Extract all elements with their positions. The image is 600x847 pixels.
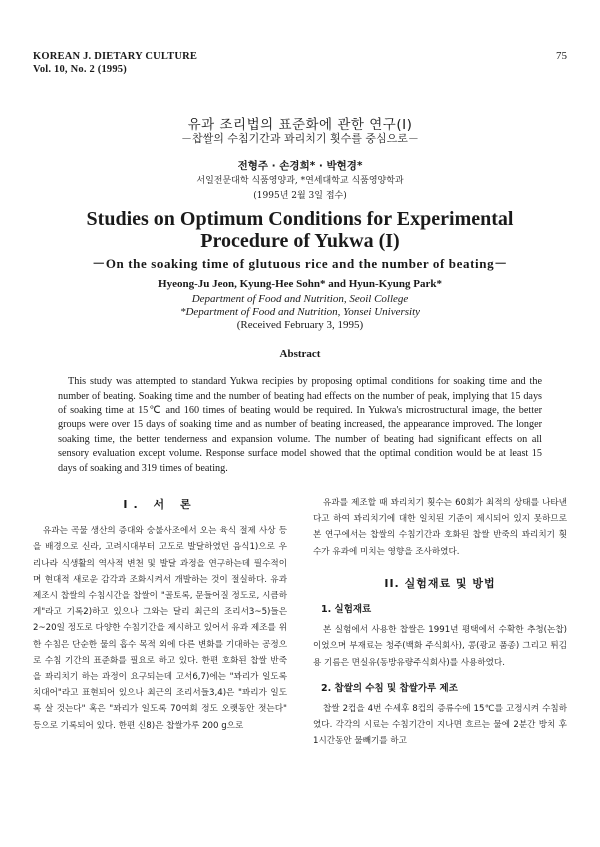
korean-subtitle: －찹쌀의 수침기간과 꽈리치기 횟수를 중심으로－ <box>181 132 419 145</box>
abstract-heading: Abstract <box>279 348 321 360</box>
english-authors: Hyeong-Ju Jeon, Kyung-Hee Sohn* and Hyun-Kyung Park* <box>158 278 442 290</box>
soaking-paragraph: 찹쌀 2컵을 4번 수세후 8컵의 증류수에 15℃를 고정시켜 수침하였다. 각각의 시료는 수침기간이 지나면 흐르는 물에 2분간 방치 후 1시간동안 물빼기를 하고 <box>313 704 567 747</box>
english-dept-yonsei: *Department of Food and Nutrition, Yonsei University <box>179 306 421 318</box>
english-title-line1: Studies on Optimum Conditions for Experimental <box>86 208 514 230</box>
intro-paragraph: 유과는 곡물 생산의 증대와 숭불사조에서 오는 육식 절제 사상 등을 배경으로 신라, 고려시대부터 고도로 발달하였던 음식1)으로 우리나라 식생활의 역사적 변천 및 발달 과정을 연구하는데 필수적이며 현대적 새로운 감각과 조화시켜서 개발하는 것이 절실하다. 유과 제조시 찹쌀의 수침시간을 찹쌀이 "골토록, 문들어질 정도로, 시큼하게"라고 기록2)하고 있으나 그와는 달리 최근의 조리서3~5)들은 2~20일 정도로 다양한 수침기간을 제시하고 있어서 유과 제조를 위한 수침은 단순한 물의 흡수 목적 외에 다른 변화를 기대하는 공정으로 수침 기간의 표준화를 필요로 하고 있다. 한편 호화된 찹쌀 반죽을 꽈리치기 하는 과정이 요구되는데 고서6,7)에는 "꽈리가 일도록 치대어"라고 표현되어 있으나 최근의 조리서들3,4)은 "꽈리가 일도록 살 것는다" 혹은 "꽈리가 일도록 70여회 정도 오랫동안 젓는다" 등으로 기록되어 있다. 한편 신8)은 찹쌀가루 200 g으로 <box>33 526 287 731</box>
soaking-subheading: 2. 찹쌀의 수침 및 찹쌀가루 제조 <box>321 682 458 694</box>
abstract-text: This study was attempted to standard Yukwa recipies by proposing optimal conditions for soaking time and the number of beating. Soaking time and the number of beating had effects on the number of peak, implying that 15 days of soaking time at 15℃ and 160 times of beating would be required. In Yukwa's microstructural image, the better groups were over 15 days of soaking time and as number of beating increased, the appearance improved. The longer soaking time, the better tenderness and expansion volume. The number of beating had significant effects on all sensory evaluation except volume. Response surface model showed that the optimal condition would be at least 15 days of soaking and 319 times of beating. <box>58 376 542 474</box>
page-number: 75 <box>556 50 567 62</box>
journal-header <box>33 50 197 76</box>
materials-subheading: 1. 실험재료 <box>321 604 372 616</box>
journal-name: KOREAN J. DIETARY CULTURE <box>33 51 198 62</box>
korean-affiliation: 서일전문대학 식품영양과, *연세대학교 식품영양학과 <box>196 176 404 186</box>
left-column <box>33 497 287 734</box>
korean-title: 유과 조리법의 표준화에 관한 연구(I) <box>187 117 413 133</box>
intro-heading: I. 서 론 <box>123 498 197 511</box>
korean-received-date: (1995년 2월 3일 접수) <box>253 191 347 201</box>
english-dept-seoil: Department of Food and Nutrition, Seoil College <box>191 293 409 305</box>
english-subtitle: －On the soaking time of glutuous rice and the number of beating－ <box>92 256 508 271</box>
intro-continuation-paragraph: 유과를 제조할 때 꽈리치기 횟수는 60회가 최적의 상태를 나타낸다고 하여 꽈리치기에 대한 일치된 기준이 제시되어 있지 못하므로 본 연구에서는 찹쌀의 수침기간과 호화된 찹쌀 반죽의 꽈리치기 횟수가 유과에 미치는 영향을 조사하였다. <box>313 498 567 557</box>
english-title-line2: Procedure of Yukwa (I) <box>200 230 400 252</box>
korean-authors: 전형주 · 손경희* · 박현경* <box>237 160 363 172</box>
journal-volume: Vol. 10, No. 2 (1995) <box>33 64 127 75</box>
english-received-date: (Received February 3, 1995) <box>236 319 364 331</box>
methods-heading: II. 실험재료 및 방법 <box>384 576 496 590</box>
right-column <box>313 495 567 750</box>
materials-paragraph: 본 실험에서 사용한 찹쌀은 1991년 평택에서 수확한 추청(논찹)이었으며 부재료는 청주(백화 주식회사), 콩(광교 품종) 그리고 튀김용 기름은 면실유(동방유량주식회사)를 사용하였다. <box>313 625 567 668</box>
